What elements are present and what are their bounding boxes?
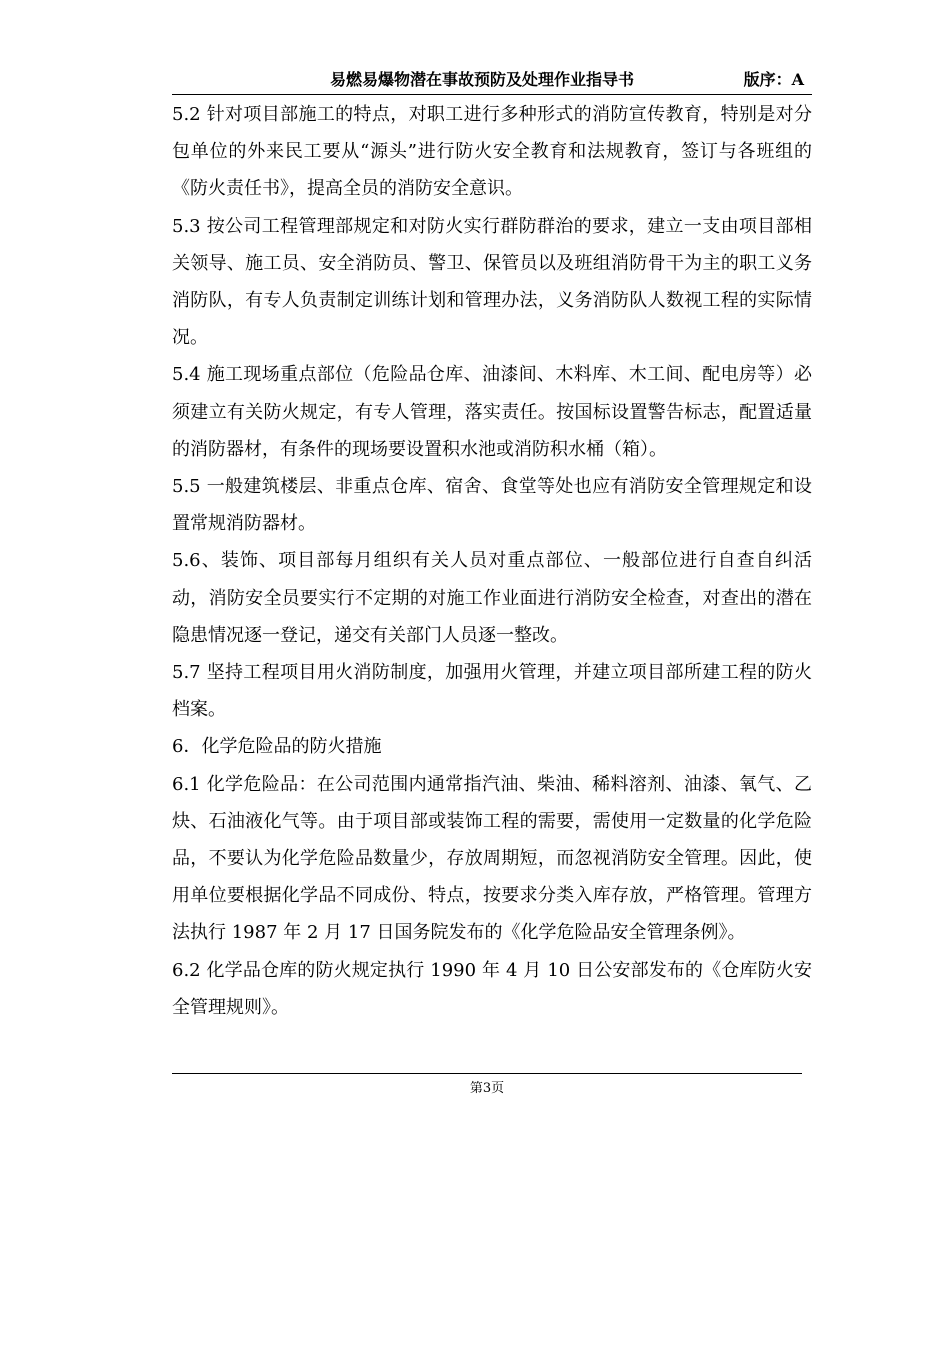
paragraph-5-2: 5.2 针对项目部施工的特点，对职工进行多种形式的消防宣传教育，特别是对分包单位的外来民工要从“源头”进行防火安全教育和法规教育，签订与各班组的《防火责任书》，提高全员的消防安全意识。 [172, 104, 812, 200]
document-body [172, 96, 812, 1026]
paragraph-5-4: 5.4 施工现场重点部位（危险品仓库、油漆间、木料库、木工间、配电房等）必须建立有关防火规定，有专人管理，落实责任。按国标设置警告标志，配置适量的消防器材，有条件的现场要设置积水池或消防积水桶（箱）。 [172, 364, 812, 460]
document-title: 易燃易爆物潜在事故预防及处理作业指导书 [330, 70, 635, 89]
footer-divider [172, 1073, 802, 1074]
page-number: 第3页 [469, 1081, 505, 1096]
header-divider [172, 94, 812, 95]
paragraph-5-6: 5.6、装饰、项目部每月组织有关人员对重点部位、一般部位进行自查自纠活动，消防安全员要实行不定期的对施工作业面进行消防安全检查，对查出的潜在隐患情况逐一登记，递交有关部门人员逐一整改。 [172, 550, 812, 646]
paragraph-6-1: 6.1 化学危险品：在公司范围内通常指汽油、柴油、稀料溶剂、油漆、氧气、乙炔、石油液化气等。由于项目部或装饰工程的需要，需使用一定数量的化学危险品，不要认为化学危险品数量少，存放周期短，而忽视消防安全管理。因此，使用单位要根据化学品不同成份、特点，按要求分类入库存放，严格管理。管理方法执行 1987 年 2 月 17 日国务院发布的《化学危险品安全管理条例》。 [172, 773, 812, 944]
page-header [172, 68, 812, 94]
paragraph-5-3: 5.3 按公司工程管理部规定和对防火实行群防群治的要求，建立一支由项目部相关领导、施工员、安全消防员、警卫、保管员以及班组消防骨干为主的职工义务消防队，有专人负责制定训练计划和管理办法，义务消防队人数视工程的实际情况。 [172, 215, 812, 349]
paragraph-5-5: 5.5 一般建筑楼层、非重点仓库、宿舍、食堂等处也应有消防安全管理规定和设置常规消防器材。 [172, 476, 812, 535]
section-heading-6: 6．化学危险品的防火措施 [172, 736, 382, 758]
version-label: 版序：A [743, 70, 804, 89]
paragraph-6-2: 6.2 化学品仓库的防火规定执行 1990 年 4 月 10 日公安部发布的《仓库防火安全管理规则》。 [172, 959, 812, 1018]
paragraph-5-7: 5.7 坚持工程项目用火消防制度，加强用火管理，并建立项目部所建工程的防火档案。 [172, 662, 812, 721]
